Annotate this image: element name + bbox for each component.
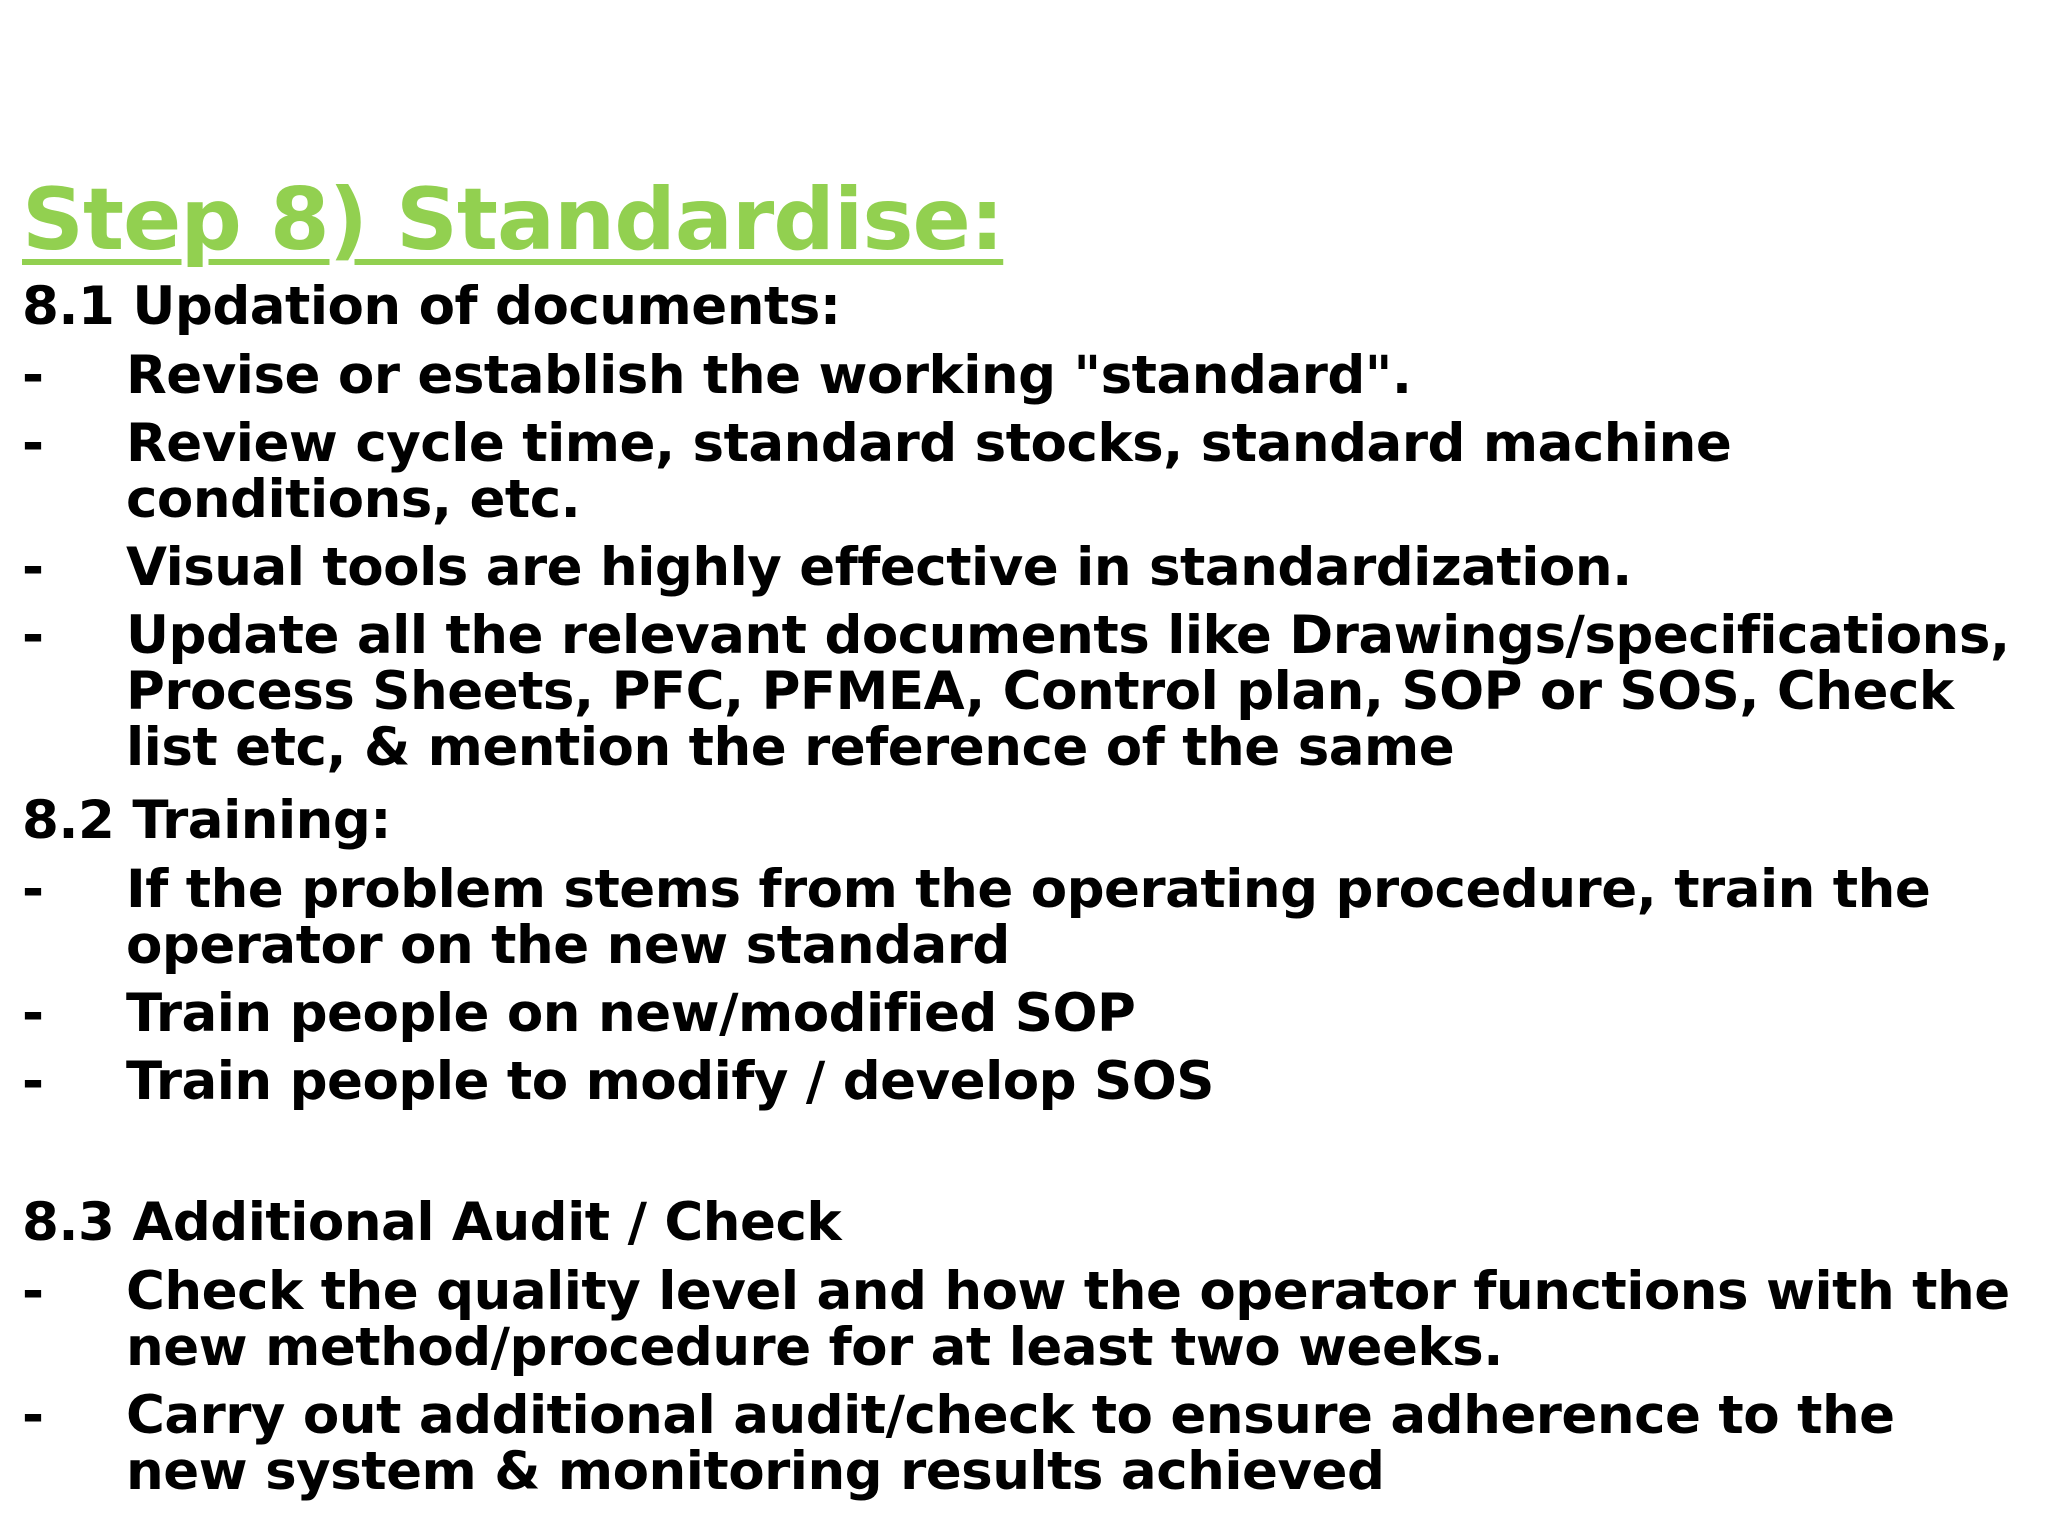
bullet-dash: - [22,345,44,406]
bullet-list [22,1261,2032,1502]
bullet-text: If the problem stems from the operating procedure, train the operator on the new standard [126,859,1931,976]
bullet-dash: - [22,413,44,474]
bullet-text: Carry out additional audit/check to ensure adherence to the new system & monitoring results achieved [126,1385,1895,1502]
bullet-dash: - [22,1051,44,1112]
bullet-list [22,345,2032,778]
bullet-text: Update all the relevant documents like Drawings/specifications, Process Sheets, PFC, PFMEA, Control plan, SOP or SOS, Check list etc, & mention the reference of the same [126,605,2010,778]
section-heading: 8.1 Updation of documents: [22,276,841,337]
bullet-item [22,537,2032,598]
bullet-item [22,1051,2032,1112]
bullet-dash: - [22,859,44,920]
section-heading: 8.2 Training: [22,790,392,851]
section-heading: 8.3 Additional Audit / Check [22,1192,842,1253]
slide-body [22,278,2032,1500]
bullet-dash: - [22,1261,44,1322]
bullet-item [22,859,2032,976]
bullet-list [22,859,2032,1112]
bullet-text: Revise or establish the working "standard". [126,345,1412,406]
bullet-item [22,1385,2032,1502]
slide-title: Step 8) Standardise: [22,170,1004,270]
bullet-dash: - [22,537,44,598]
bullet-item [22,605,2032,778]
section-additional-audit-check [22,1194,2032,1500]
bullet-text: Train people on new/modified SOP [126,983,1136,1044]
bullet-item [22,983,2032,1044]
section-training [22,792,2032,1110]
bullet-item [22,413,2032,530]
bullet-item [22,345,2032,406]
bullet-item [22,1261,2032,1378]
section-updation-of-documents [22,278,2032,776]
bullet-text: Train people to modify / develop SOS [126,1051,1214,1112]
bullet-dash: - [22,983,44,1044]
bullet-text: Check the quality level and how the operator functions with the new method/procedure for at least two weeks. [126,1261,2010,1378]
bullet-dash: - [22,1385,44,1446]
bullet-text: Review cycle time, standard stocks, standard machine conditions, etc. [126,413,1732,530]
bullet-text: Visual tools are highly effective in standardization. [126,537,1632,598]
bullet-dash: - [22,605,44,666]
